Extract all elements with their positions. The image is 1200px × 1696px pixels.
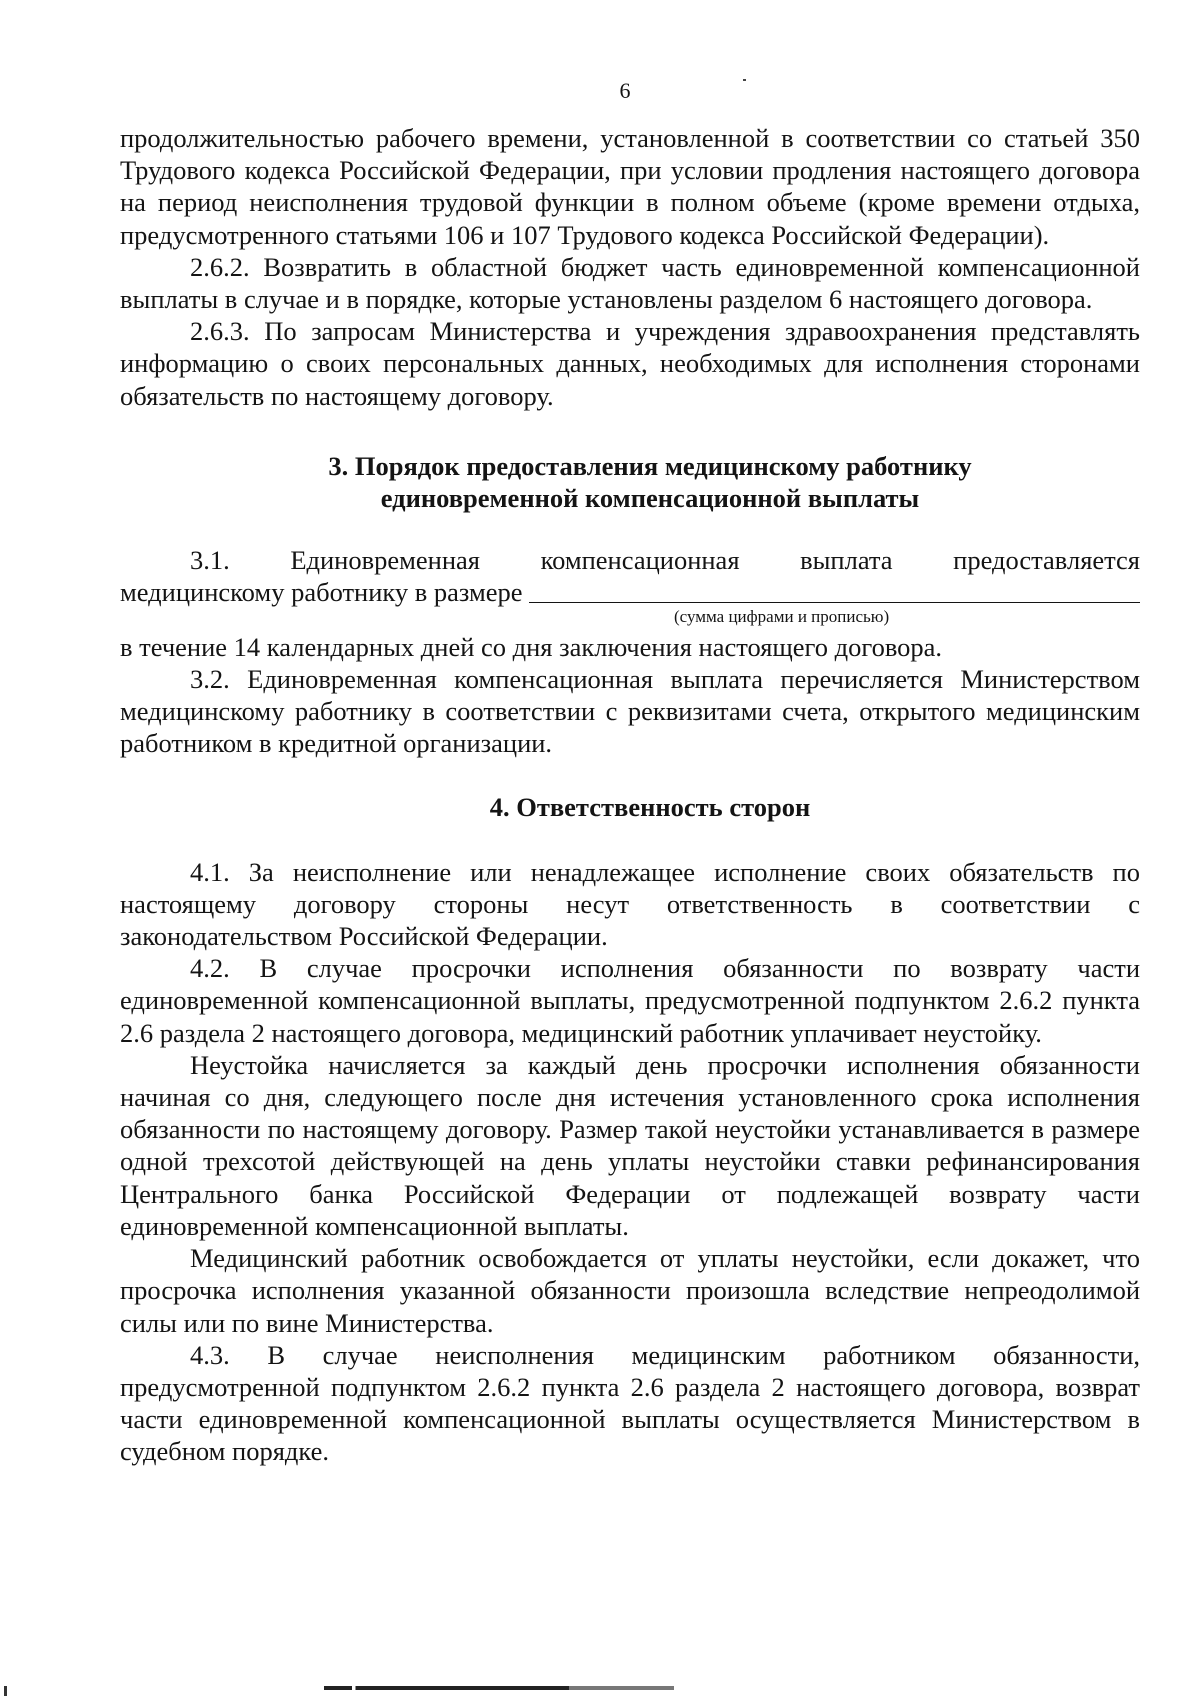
amount-label: медицинскому работнику в размере — [120, 577, 523, 608]
section-3-title-line1: 3. Порядок предоставления медицинскому работнику — [328, 450, 972, 481]
paragraph-4-3: 4.3. В случае неисполнения медицинским работником обязанности, предусмотренной подпунктом 2.6.2 пункта 2.6 раздела 2 настоящего договора, возврат части единовременной компенсационной выплаты осуществляется Министерством в судебном порядке. — [120, 1339, 1140, 1467]
section-4-title: 4. Ответственность сторон — [489, 792, 811, 823]
paragraph-4-2-penalty: Неустойка начисляется за каждый день просрочки исполнения обязанности начиная со дня, следующего после дня истечения установленного срока исполнения обязанности по настоящему договору. Размер такой неустойки устанавливается в размере одной трехсотой действующей на день уплаты неустойки ставки рефинансирования Центрального банка Российской Федерации от подлежащей возврату части единовременной компенсационной выплаты. — [120, 1049, 1140, 1241]
document-body — [120, 122, 1140, 1468]
paragraph-4-2: 4.2. В случае просрочки исполнения обязанности по возврату части единовременной компенсационной выплаты, предусмотренной подпунктом 2.6.2 пункта 2.6 раздела 2 настоящего договора, медицинский работник уплачивает неустойку. — [120, 953, 1140, 1048]
paragraph-continuation: продолжительностью рабочего времени, установленной в соответствии со статьей 350 Трудового кодекса Российской Федерации, при условии продления настоящего договора на период неисполнения трудовой функции в полном объеме (кроме времени отдыха, предусмотренного статьями 106 и 107 Трудового кодекса Российской Федерации). — [120, 123, 1140, 250]
amount-hint: (сумма цифрами и прописью) — [674, 606, 890, 626]
page-number: 6 — [619, 78, 631, 103]
scan-bottom-line — [324, 1686, 674, 1690]
scan-speck — [743, 79, 746, 81]
amount-hint-row — [120, 606, 1140, 631]
paragraph-3-1-line3: в течение 14 календарных дней со дня заключения настоящего договора. — [120, 631, 943, 662]
section-3-heading — [120, 450, 1140, 514]
scan-edge-mark — [4, 1686, 7, 1696]
paragraph-4-2-exemption: Медицинский работник освобождается от уплаты неустойки, если докажет, что просрочка исполнения указанной обязанности произошла вследствие непреодолимой силы или по вине Министерства. — [120, 1243, 1140, 1338]
section-3-title-line2: единовременной компенсационной выплаты — [380, 483, 920, 514]
amount-fill-row — [120, 576, 1140, 608]
paragraph-2-6-2: 2.6.2. Возвратить в областной бюджет часть единовременной компенсационной выплаты в случае и в порядке, которые установлены разделом 6 настоящего договора. — [120, 251, 1140, 315]
paragraph-4-1: 4.1. За неисполнение или ненадлежащее исполнение своих обязательств по настоящему договору стороны несут ответственность в соответствии с законодательством Российской Федерации. — [120, 856, 1140, 952]
paragraph-3-2: 3.2. Единовременная компенсационная выплата перечисляется Министерством медицинскому работнику в соответствии с реквизитами счета, открытого медицинским работником в кредитной организации. — [120, 663, 1140, 759]
paragraph-2-6-3: 2.6.3. По запросам Министерства и учреждения здравоохранения представлять информацию о своих персональных данных, необходимых для исполнения сторонами обязательств по настоящему договору. — [120, 316, 1140, 411]
amount-blank-line[interactable] — [529, 578, 1140, 603]
paragraph-3-1-line1: 3.1. Единовременная компенсационная выплата предоставляется — [190, 545, 1140, 576]
